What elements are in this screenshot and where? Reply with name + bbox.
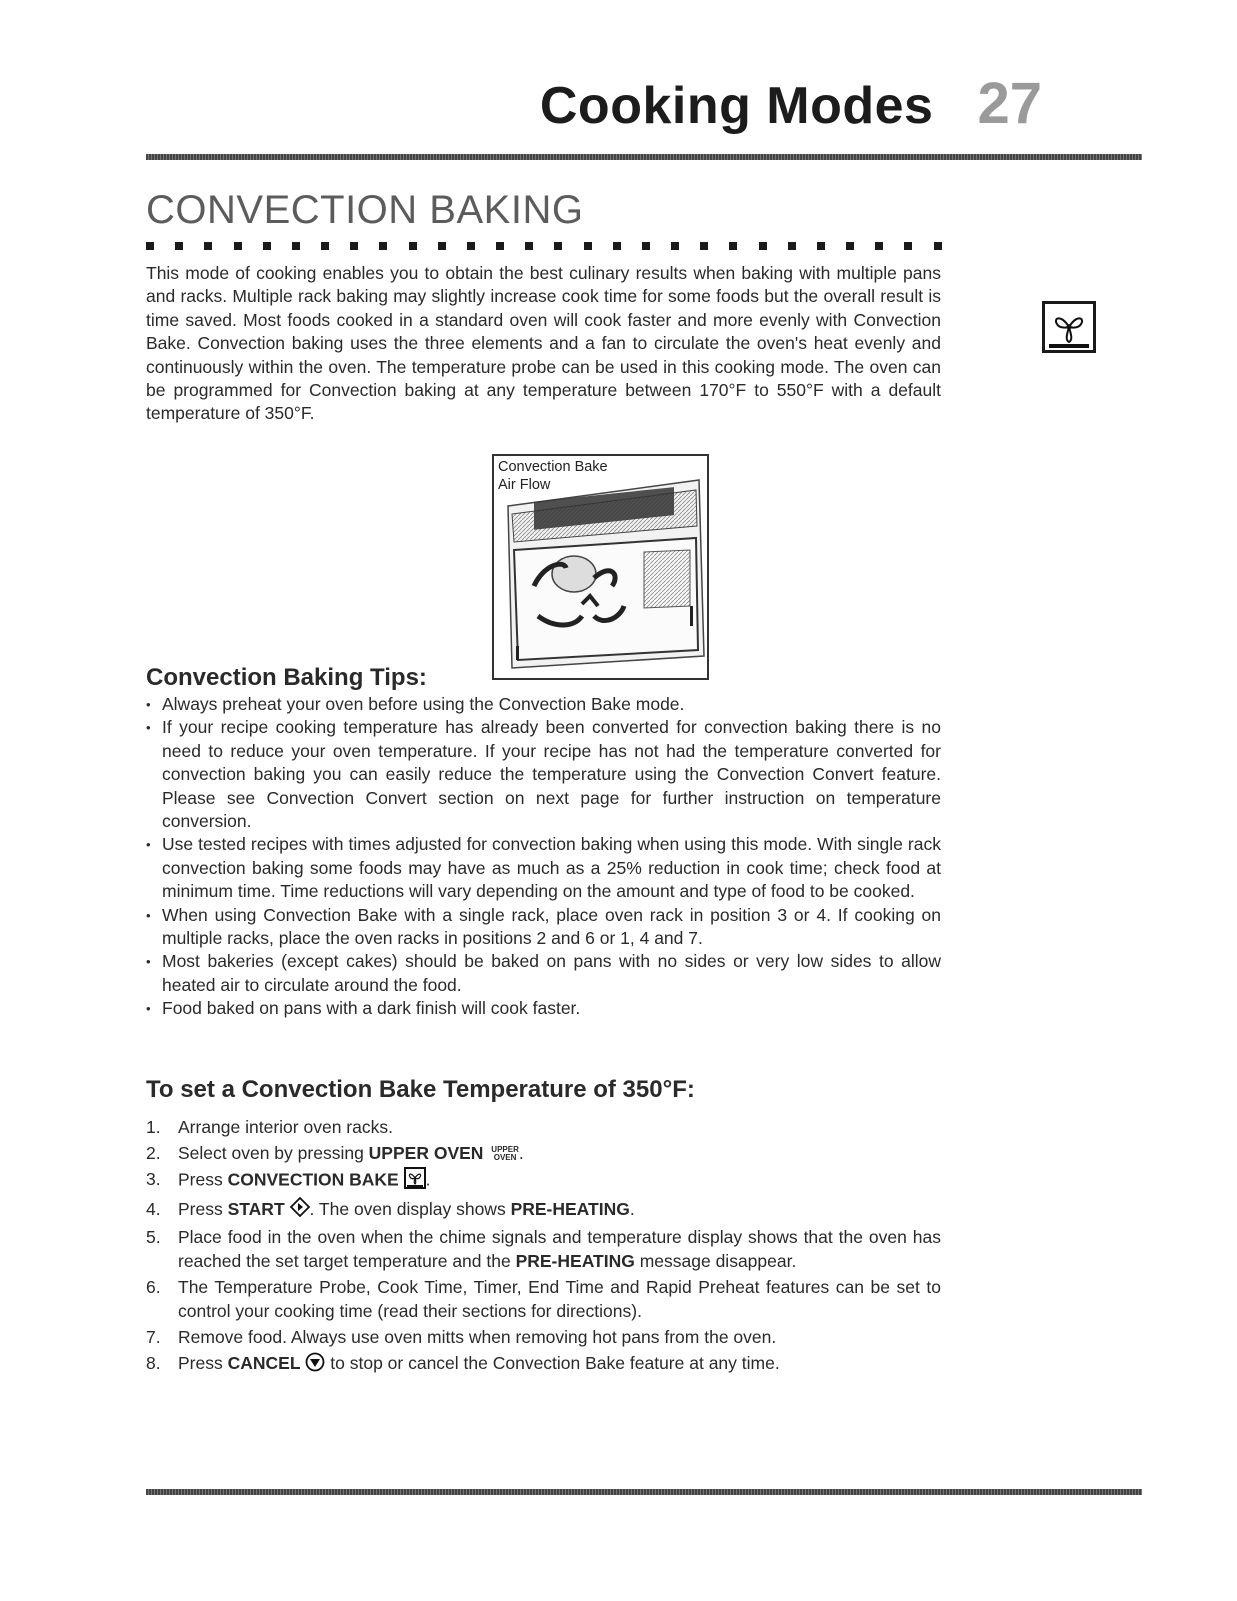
list-item: • Always preheat your oven before using the Convection Bake mode. bbox=[146, 693, 941, 716]
tips-list bbox=[146, 693, 941, 1021]
step-item: 2. Select oven by pressing UPPER OVEN UPPER OVEN . bbox=[146, 1143, 524, 1163]
step-item: 5. Place food in the oven when the chime signals and temperature display shows that the oven has reached the set target temperature and the PRE-HEATING message disappear. bbox=[146, 1227, 941, 1272]
tips-heading: Convection Baking Tips: bbox=[146, 664, 427, 691]
upper-oven-key: UPPER OVEN bbox=[368, 1143, 484, 1163]
list-item: • Most bakeries (except cakes) should be baked on pans with no sides or very low sides to allow heated air to circulate around the food. bbox=[146, 950, 941, 997]
list-item: • Food baked on pans with a dark finish will cook faster. bbox=[146, 997, 941, 1020]
convection-bake-key: CONVECTION BAKE bbox=[227, 1169, 399, 1190]
start-key: START bbox=[227, 1199, 285, 1219]
list-item: • Use tested recipes with times adjusted for convection baking when using this mode. With single rack convection baking some foods may have as much as a 25% reduction in cook time; check food at minimum time. Time reductions will vary depending on the amount and type of food to be cooked. bbox=[146, 833, 941, 903]
upper-oven-key-icon: UPPER OVEN bbox=[491, 1145, 519, 1163]
chapter-title: Cooking Modes bbox=[539, 77, 934, 135]
step-item: 1. Arrange interior oven racks. bbox=[146, 1117, 393, 1137]
page-number: 27 bbox=[977, 71, 1042, 136]
step-item: 6. The Temperature Probe, Cook Time, Timer, End Time and Rapid Preheat features can be set to control your cooking time (read their sections for directions). bbox=[146, 1277, 941, 1322]
dotted-divider bbox=[146, 242, 942, 250]
step-item: 7. Remove food. Always use oven mitts when removing hot pans from the oven. bbox=[146, 1327, 777, 1348]
intro-paragraph: This mode of cooking enables you to obtain the best culinary results when baking with multiple pans and racks. Multiple rack baking may slightly increase cook time for some foods but the overall result is time saved. Most foods cooked in a standard oven will cook faster and more evenly with Convection Bake. Convection baking uses the three elements and a fan to circulate the oven's heat evenly and continuously within the oven. The temperature probe can be used in this cooking mode. The oven can be programmed for Convection baking at any temperature between 170°F to 550°F with a default temperature of 350°F. bbox=[146, 263, 941, 424]
convection-fan-icon bbox=[404, 1167, 426, 1195]
step-item: 3. Press CONVECTION BAKE . bbox=[146, 1167, 941, 1195]
header-rule bbox=[146, 154, 1142, 160]
footer-rule bbox=[146, 1489, 1142, 1495]
steps-heading: To set a Convection Bake Temperature of 350°F: bbox=[146, 1076, 695, 1103]
figure-caption: Convection Bake Air Flow bbox=[498, 459, 608, 493]
convection-airflow-figure bbox=[492, 454, 709, 680]
section-title: CONVECTION BAKING bbox=[146, 188, 584, 232]
cancel-key: CANCEL bbox=[227, 1353, 301, 1374]
convection-fan-icon bbox=[1042, 301, 1096, 353]
steps-list bbox=[146, 1115, 941, 1380]
list-item: • When using Convection Bake with a single rack, place oven rack in position 3 or 4. If cooking on multiple racks, place the oven racks in positions 2 and 6 or 1, 4 and 7. bbox=[146, 904, 941, 951]
list-item: • If your recipe cooking temperature has already been converted for convection baking there is no need to reduce your oven temperature. If your recipe has not had the temperature converted for convection baking you can easily reduce the temperature using the Convection Convert feature. Please see Convection Convert section on next page for further instruction on temperature conversion. bbox=[146, 716, 941, 833]
step-item: 8. Press CANCEL to stop or cancel the Convection Bake feature at any time. bbox=[146, 1351, 941, 1377]
page-header bbox=[540, 70, 1042, 137]
start-diamond-icon bbox=[290, 1197, 310, 1223]
cancel-circle-icon bbox=[305, 1352, 325, 1378]
step-item: 4. Press START . The oven display shows PRE-HEATING. bbox=[146, 1197, 941, 1223]
